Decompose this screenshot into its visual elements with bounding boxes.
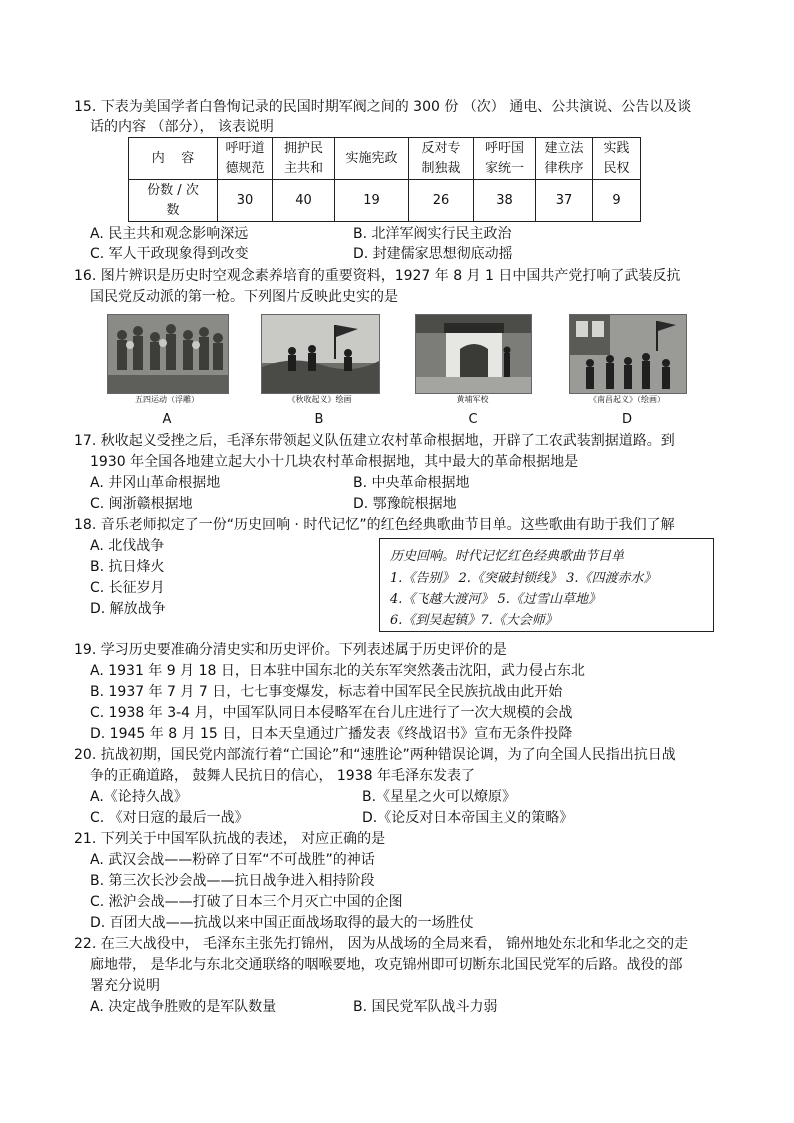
image-label-c: C — [468, 412, 478, 427]
song-list-line: 1.《告别》 2.《突破封锁线》 3.《四渡赤水》 — [390, 571, 657, 586]
q20-option-b: B.《星星之火可以燎原》 — [362, 789, 517, 805]
image-label-a: A — [162, 412, 172, 427]
table-col-header: 实践 民权 — [593, 138, 641, 180]
q15-option-b: B. 北洋军阀实行民主政治 — [353, 226, 512, 242]
q15-table — [128, 137, 641, 222]
q22-option-a: A. 决定战争胜败的是军队数量 — [90, 999, 277, 1015]
q15-option-d: D. 封建儒家思想彻底动摇 — [353, 246, 513, 262]
table-cell: 9 — [593, 180, 641, 222]
q22-stem-line3: 署充分说明 — [90, 978, 160, 994]
song-program-box — [379, 538, 714, 632]
table-col-header: 反对专 制独裁 — [409, 138, 474, 180]
q17-stem-line1: 17. 秋收起义受挫之后，毛泽东带领起义队伍建立农村革命根据地，开辟了工农武装割据道路。到 — [74, 433, 675, 449]
nanchang-uprising-painting-image — [569, 314, 687, 394]
q18-option-b: B. 抗日烽火 — [90, 559, 165, 575]
table-col-header: 建立法 律秩序 — [536, 138, 593, 180]
q17-stem-line2: 1930 年全国各地建立起大小十几块农村革命根据地，其中最大的革命根据地是 — [90, 454, 579, 470]
q16-stem-line1: 16. 图片辨识是历史时空观念素养培育的重要资料，1927 年 8 月 1 日中国共产党打响了武装反抗 — [74, 268, 681, 284]
q19-option-c: C. 1938 年 3-4 月，中国军队同日本侵略军在台儿庄进行了一次大规模的会战 — [90, 705, 573, 721]
song-list-line: 4.《飞越大渡河》 5.《过雪山草地》 — [390, 592, 601, 607]
table-col-header: 拥护民 主共和 — [273, 138, 335, 180]
q20-option-c: C. 《对日寇的最后一战》 — [90, 810, 249, 826]
q20-option-a: A.《论持久战》 — [90, 789, 188, 805]
q15-option-c: C. 军人干政现象得到改变 — [90, 246, 249, 262]
q19-option-b: B. 1937 年 7 月 7 日，七七事变爆发，标志着中国军民全民族抗战由此开始 — [90, 684, 563, 700]
q18-option-d: D. 解放战争 — [90, 601, 166, 617]
q22-option-b: B. 国民党军队战斗力弱 — [353, 999, 498, 1015]
q19-option-a: A. 1931 年 9 月 18 日，日本驻中国东北的关东军突然袭击沈阳，武力侵占东北 — [90, 663, 585, 679]
song-list-line: 6.《到吴起镇》7.《大会师》 — [390, 613, 558, 628]
image-caption-d: 《南昌起义》（绘画） — [589, 395, 665, 404]
image-label-d: D — [621, 412, 632, 427]
autumn-uprising-painting-image — [261, 314, 380, 394]
q21-option-a: A. 武汉会战——粉碎了日军“不可战胜”的神话 — [90, 852, 375, 868]
q15-option-a: A. 民主共和观念影响深远 — [90, 226, 249, 242]
q21-option-b: B. 第三次长沙会战——抗日战争进入相持阶段 — [90, 873, 375, 889]
image-caption-b: 《秋收起义》绘画 — [287, 395, 352, 404]
table-header-label: 内 容 — [129, 138, 218, 180]
q16-stem-line2: 国民党反动派的第一枪。下列图片反映此史实的是 — [90, 289, 398, 305]
q22-stem-line2: 廊地带， 是华北与东北交通联络的咽喉要地，攻克锦州即可切断东北国民党军的后路。战役的部 — [90, 957, 683, 973]
q21-option-c: C. 淞沪会战——打破了日本三个月灭亡中国的企图 — [90, 894, 403, 910]
table-cell: 37 — [536, 180, 593, 222]
q19-option-d: D. 1945 年 8 月 15 日，日本天皇通过广播发表《终战诏书》宣布无条件投降 — [90, 726, 573, 742]
image-label-b: B — [314, 412, 324, 427]
q17-option-b: B. 中央革命根据地 — [353, 475, 470, 491]
table-row-label: 份数 / 次 数 — [129, 180, 218, 222]
q20-stem-line2: 争的正确道路， 鼓舞人民抗日的信心， 1938 年毛泽东发表了 — [90, 768, 475, 784]
table-col-header: 呼吁国 家统一 — [474, 138, 536, 180]
relief-sculpture-image — [107, 314, 229, 394]
q17-option-c: C. 闽浙赣根据地 — [90, 496, 193, 512]
q21-stem: 21. 下列关于中国军队抗战的表述， 对应正确的是 — [74, 831, 386, 847]
table-cell: 40 — [273, 180, 335, 222]
q15-stem-line1: 15. 下表为美国学者白鲁恂记录的民国时期军阀之间的 300 份 （次） 通电、公共演说、公告以及谈 — [74, 99, 692, 115]
song-program-title: 历史回响。时代记忆红色经典歌曲节目单 — [390, 549, 625, 564]
academy-gate-photo-image — [415, 314, 532, 394]
q21-option-d: D. 百团大战——抗战以来中国正面战场取得的最大的一场胜仗 — [90, 915, 474, 931]
q15-stem-line2: 话的内容 （部分）， 该表说明 — [90, 119, 274, 135]
table-col-header: 呼吁道 德规范 — [218, 138, 273, 180]
table-col-header: 实施宪政 — [335, 138, 409, 180]
table-cell: 19 — [335, 180, 409, 222]
table-cell: 30 — [218, 180, 273, 222]
q18-option-c: C. 长征岁月 — [90, 580, 165, 596]
q18-option-a: A. 北伐战争 — [90, 538, 165, 554]
q22-stem-line1: 22. 在三大战役中， 毛泽东主张先打锦州， 因为从战场的全局来看， 锦州地处东北和华北之交的走 — [74, 936, 689, 952]
q20-option-d: D.《论反对日本帝国主义的策略》 — [362, 810, 574, 826]
q17-option-d: D. 鄂豫皖根据地 — [353, 496, 457, 512]
table-cell: 26 — [409, 180, 474, 222]
q20-stem-line1: 20. 抗战初期，国民党内部流行着“亡国论”和“速胜论”两种错误论调，为了向全国人民指出抗日战 — [74, 747, 676, 763]
q19-stem: 19. 学习历史要准确分清史实和历史评价。下列表述属于历史评价的是 — [74, 642, 507, 658]
image-caption-a: 五四运动（浮雕） — [135, 395, 199, 404]
q18-stem: 18. 音乐老师拟定了一份“历史回响 · 时代记忆”的红色经典歌曲节目单。这些歌曲有助于我们了解 — [74, 517, 675, 533]
image-caption-c: 黄埔军校 — [456, 395, 489, 404]
table-cell: 38 — [474, 180, 536, 222]
q17-option-a: A. 井冈山革命根据地 — [90, 475, 221, 491]
